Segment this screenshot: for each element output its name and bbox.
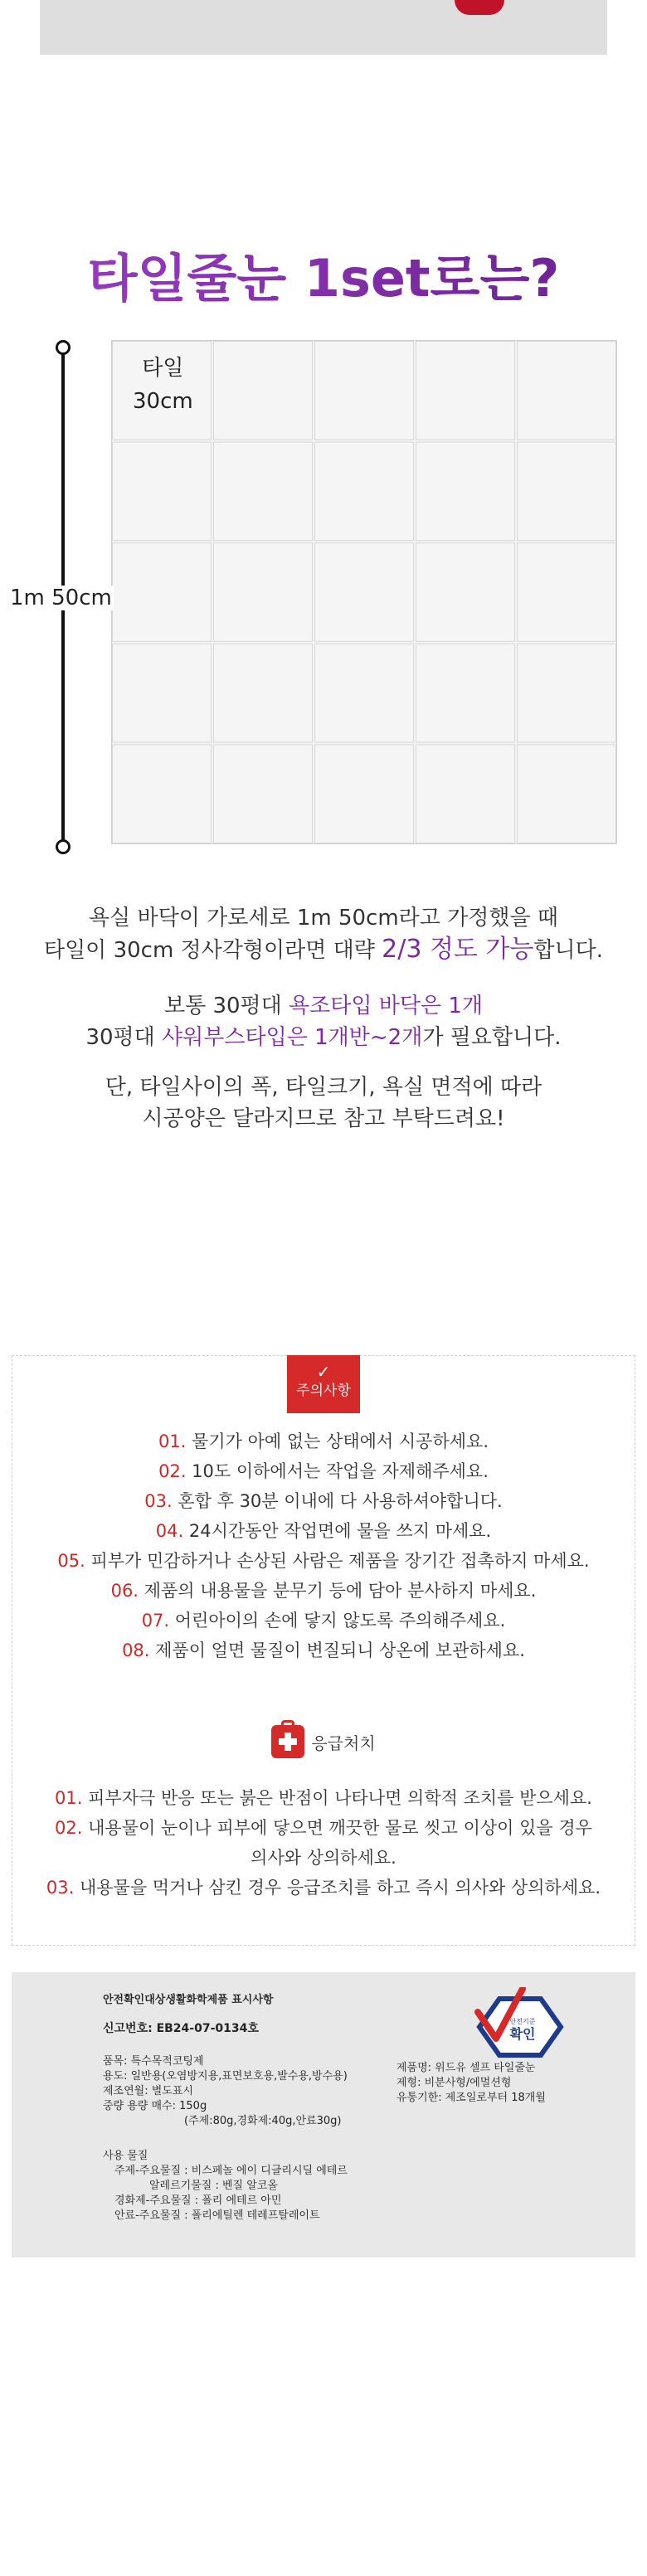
tile-label-line1: 타일 [142,356,184,381]
label-weight-detail: (주제:80g,경화제:40g,안료30g) [184,2115,342,2127]
tile-cell [315,342,414,440]
tile-cell [416,442,515,541]
label-material: 알레르기물질 : 벤질 알코올 [149,2180,278,2192]
label-heading: 안전확인대상생활화학제품 표시사항 [103,1994,274,2006]
desc-line: 욕실 바닥이 가로세로 1m 50cm라고 가정했을 때 [88,906,559,931]
label-weight: 중량 용량 매수: 150g [103,2100,207,2112]
label-origin: 제조연월: 별도표시 [103,2085,193,2097]
tile-cell [518,543,616,642]
label-material: 경화제-주요물질 : 폴리 에테르 아민 [114,2194,282,2207]
list-item: 08. 제품이 얼면 물질이 변질되니 상온에 보관하세요. [122,1640,525,1660]
desc-line: 30평대 샤워부스타입은 1개반~2개가 필요합니다. [85,1025,562,1050]
tile-cell [416,342,515,440]
description-paragraph-3 [0,1072,647,1135]
tile-cell [518,745,616,843]
tile-cell [113,442,212,541]
desc-line: 타일이 30cm 정사각형이라면 대략 2/3 정도 가능합니다. [43,935,604,964]
list-item: 05. 피부가 민감하거나 손상된 사람은 제품을 장기간 접촉하지 마세요. [57,1551,590,1571]
tile-cell [214,745,313,843]
tile-cell [315,644,414,742]
list-item: 04. 24시간동안 작업면에 물을 쓰지 마세요. [155,1521,492,1541]
notice-badge [287,1355,360,1413]
list-item: 01. 물기가 아예 없는 상태에서 시공하세요. [158,1431,489,1451]
mark-big-text: 확인 [509,2026,536,2042]
tile-cell [315,543,414,642]
ruler-top-dot [56,340,71,355]
tile-cell [214,442,313,541]
tile-label-line2: 30cm [133,389,193,414]
list-item: 03. 내용물을 먹거나 삼킨 경우 응급조치를 하고 즉시 의사와 상의하세요. [46,1878,601,1898]
description-paragraph-2 [0,990,647,1053]
list-item: 06. 제품의 내용물을 분무기 등에 담아 분사하지 마세요. [110,1581,537,1601]
desc-line: 단, 타일사이의 폭, 타일크기, 욕실 면적에 따라 [105,1075,542,1100]
safety-check-mark-icon [474,1987,566,2062]
ruler-bottom-dot [56,839,71,854]
list-item: 02. 10도 이하에서는 작업을 자제해주세요. [158,1461,489,1481]
desc-line: 보통 30평대 욕조타입 바닥은 1개 [163,994,484,1018]
highlight-text: 샤워부스타입은 1개반~2개 [162,1025,423,1050]
first-aid-kit-icon [271,1725,304,1758]
label-report-no: 신고번호: EB24-07-0134호 [103,2022,259,2035]
label-expiry: 유통기한: 제조일로부터 18개월 [396,2092,546,2104]
tile-cell [518,644,616,742]
label-item: 품목: 특수목적코팅제 [103,2055,204,2068]
notice-badge-label: 주의사항 [296,1383,351,1399]
highlight-text: 욕조타입 바닥은 1개 [289,994,484,1018]
label-product-name: 제품명: 위드유 셀프 타일줄눈 [396,2062,536,2074]
tile-cell [214,342,313,440]
label-use: 용도: 일반용(오염방지용,표면보호용,발수용,방수용) [103,2070,348,2083]
list-item: 의사와 상의하세요. [251,1848,396,1868]
label-materials-title: 사용 물질 [103,2150,148,2162]
tile-cell [113,644,212,742]
product-photo-bottom [40,0,607,55]
label-form: 제형: 비분사형/에멀션형 [396,2077,512,2089]
tile-cell [315,442,414,541]
desc-line: 시공양은 달라지므로 참고 부탁드려요! [142,1106,505,1131]
tile-cell [518,442,616,541]
list-item: 07. 어린아이의 손에 닿지 않도록 주의해주세요. [141,1611,506,1631]
description-paragraph-1 [0,902,647,966]
tile-size-label [133,352,193,418]
ruler-label: 1m 50cm [10,586,112,610]
check-icon: ✓ [316,1362,331,1382]
tile-cell [113,745,212,843]
tile-cell [214,543,313,642]
tile-cell [416,745,515,843]
first-aid-heading [0,1725,647,1762]
list-item: 01. 피부자극 반응 또는 붉은 반점이 나타나면 의학적 조치를 받으세요. [55,1788,592,1808]
first-aid-label: 응급처치 [311,1733,376,1753]
tile-cell [416,644,515,742]
list-item: 02. 내용물이 눈이나 피부에 닿으면 깨끗한 물로 씻고 이상이 있을 경우 [55,1818,592,1838]
first-aid-list [12,1783,635,1903]
tile-cell [315,745,414,843]
page-title: 타일줄눈 1set로는? [0,237,647,311]
label-material: 주제-주요물질 : 비스페놀 에이 디글리시딜 에테르 [114,2165,348,2177]
tile-cell [214,644,313,742]
highlight-text: 2/3 정도 가능 [382,935,534,964]
mark-small-text: 안전기준 [509,2018,536,2025]
notice-list [12,1427,635,1665]
tile-cell [416,543,515,642]
list-item: 03. 혼합 후 30분 이내에 다 사용하셔야합니다. [144,1491,503,1511]
tile-cell [518,342,616,440]
tile-cell [113,543,212,642]
label-material: 안료-주요물질 : 폴리에틸렌 테레프탈레이트 [114,2209,320,2222]
